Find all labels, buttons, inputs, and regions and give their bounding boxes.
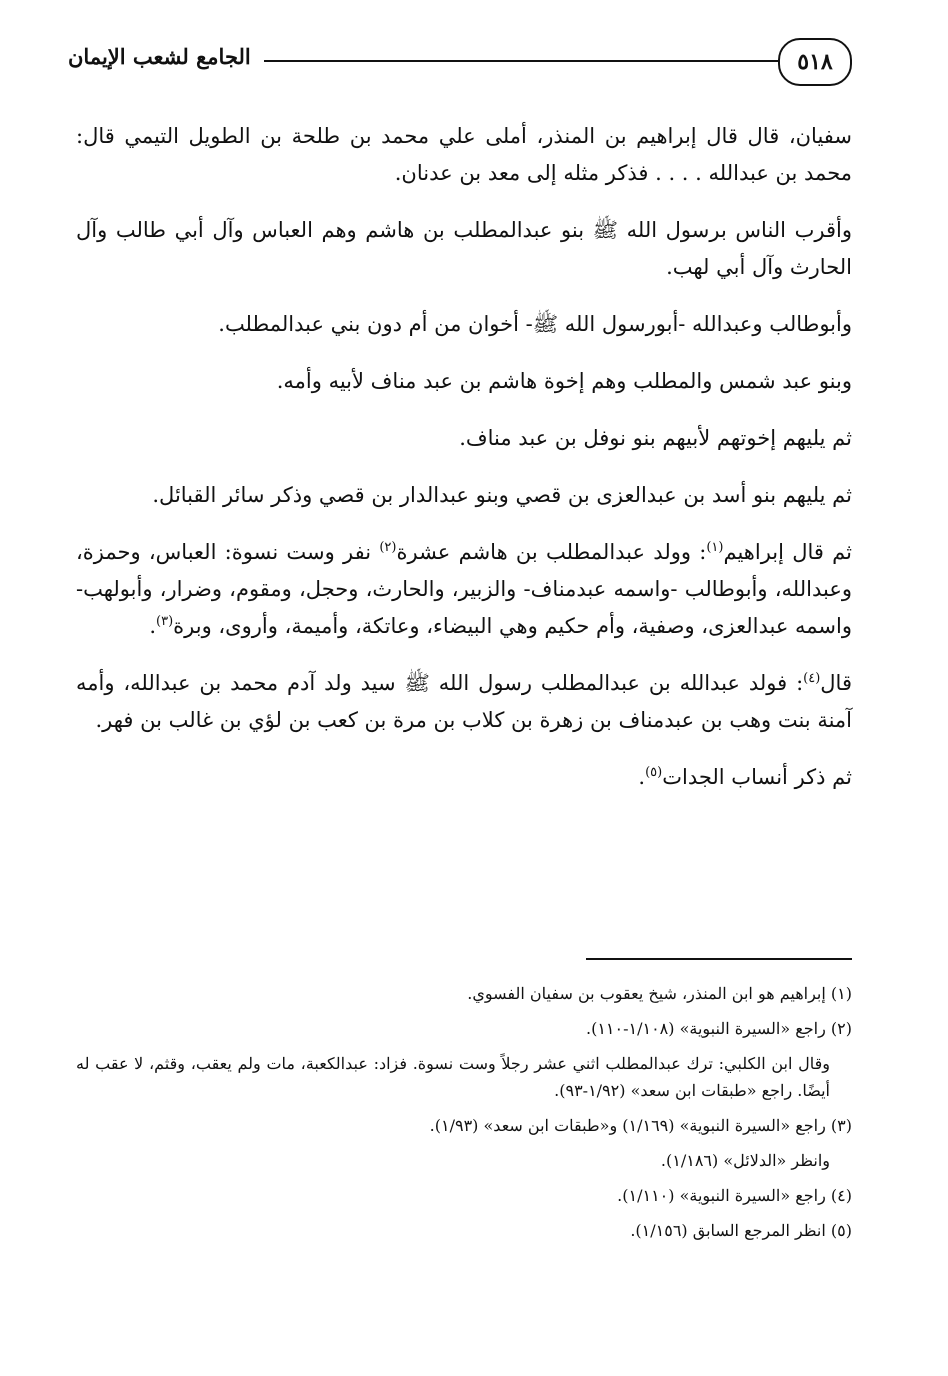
main-text [76,118,852,796]
footnote-ref-2[interactable]: (٢) [379,540,397,555]
paragraph-8 [76,665,852,739]
footnote-1: (١) إبراهيم هو ابن المنذر، شيخ يعقوب بن سفيان الفسوي. [467,984,852,1003]
paragraph-9-text-a: ثم ذكر أنساب الجدات [662,765,852,789]
paragraph-7-text-d: . [149,614,157,638]
paragraph-7 [76,534,852,645]
paragraph-3: وأبوطالب وعبدالله -أبورسول الله ﷺ- أخوان من أم دون بني عبدالمطلب. [218,312,852,336]
footnote-ref-5[interactable]: (٥) [645,765,663,780]
paragraph-1: سفيان، قال قال إبراهيم بن المنذر، أملى علي محمد بن طلحة بن الطويل التيمي قال: محمد بن عبدالله . . . . فذكر مثله إلى معد بن عدنان. [76,124,852,185]
footnote-ref-1[interactable]: (١) [706,540,724,555]
running-header [68,38,852,94]
paragraph-2: وأقرب الناس برسول الله ﷺ بنو عبدالمطلب بن هاشم وهم العباس وآل أبي طالب وآل الحارث وآل أبي لهب. [76,218,852,279]
footnotes [76,980,852,1252]
paragraph-5: ثم يليهم إخوتهم لأبيهم بنو نوفل بن عبد مناف. [459,426,852,450]
running-title: الجامع لشعب الإيمان [68,44,251,69]
footnote-3: (٣) راجع «السيرة النبوية» (١/١٦٩) و«طبقات ابن سعد» (١/٩٣). [429,1116,852,1135]
paragraph-6: ثم يليهم بنو أسد بن عبدالعزى بن قصي وبنو عبدالدار بن قصي وذكر سائر القبائل. [152,483,852,507]
paragraph-9 [76,759,852,796]
footnote-5: (٥) انظر المرجع السابق (١/١٥٦). [630,1221,852,1240]
footnote-4: (٤) راجع «السيرة النبوية» (١/١١٠). [617,1186,852,1205]
footnote-2: (٢) راجع «السيرة النبوية» (١/١٠٨-١١٠). [585,1019,852,1038]
footnote-3-note: وانظر «الدلائل» (١/١٨٦). [660,1151,830,1170]
paragraph-7-text-c: نفر وست نسوة: العباس، وحمزة، وعبدالله، وأبوطالب -واسمه عبدمناف- والزبير، والحارث، وحجل، ومقوم، وضرار، وأبولهب- واسمه عبدالعزى، وصفية، وأم حكيم وهي البيضاء، وعاتكة، وأميمة، وأروى، وبرة [76,540,852,638]
paragraph-4: وبنو عبد شمس والمطلب وهم إخوة هاشم بن عبد مناف لأبيه وأمه. [276,369,852,393]
paragraph-7-text-a: ثم قال إبراهيم [723,540,852,564]
paragraph-8-text-a: قال [820,671,852,695]
page-number: ٥١٨ [778,38,852,86]
paragraph-8-text-b: : فولد عبدالله بن عبدالمطلب رسول الله ﷺ سيد ولد آدم محمد بن عبدالله، وأمه آمنة بنت وهب بن عبدمناف بن زهرة بن كلاب بن مرة بن كعب بن لؤي بن غالب بن فهر. [76,671,852,732]
paragraph-7-text-b: : وولد عبدالمطلب بن هاشم عشرة [396,540,707,564]
footnote-2-note: وقال ابن الكلبي: ترك عبدالمطلب اثني عشر رجلاً وست نسوة. فزاد: عبدالكعبة، مات ولم يعقب، وقثم، لا عقب له أيضًا. راجع «طبقات ابن سعد» (١/٩٢-٩٣). [76,1054,830,1100]
footnote-separator [586,958,852,960]
footnote-ref-4[interactable]: (٤) [803,671,821,686]
footnote-ref-3[interactable]: (٣) [156,614,174,629]
header-rule [264,60,780,62]
paragraph-9-text-b: . [638,765,646,789]
